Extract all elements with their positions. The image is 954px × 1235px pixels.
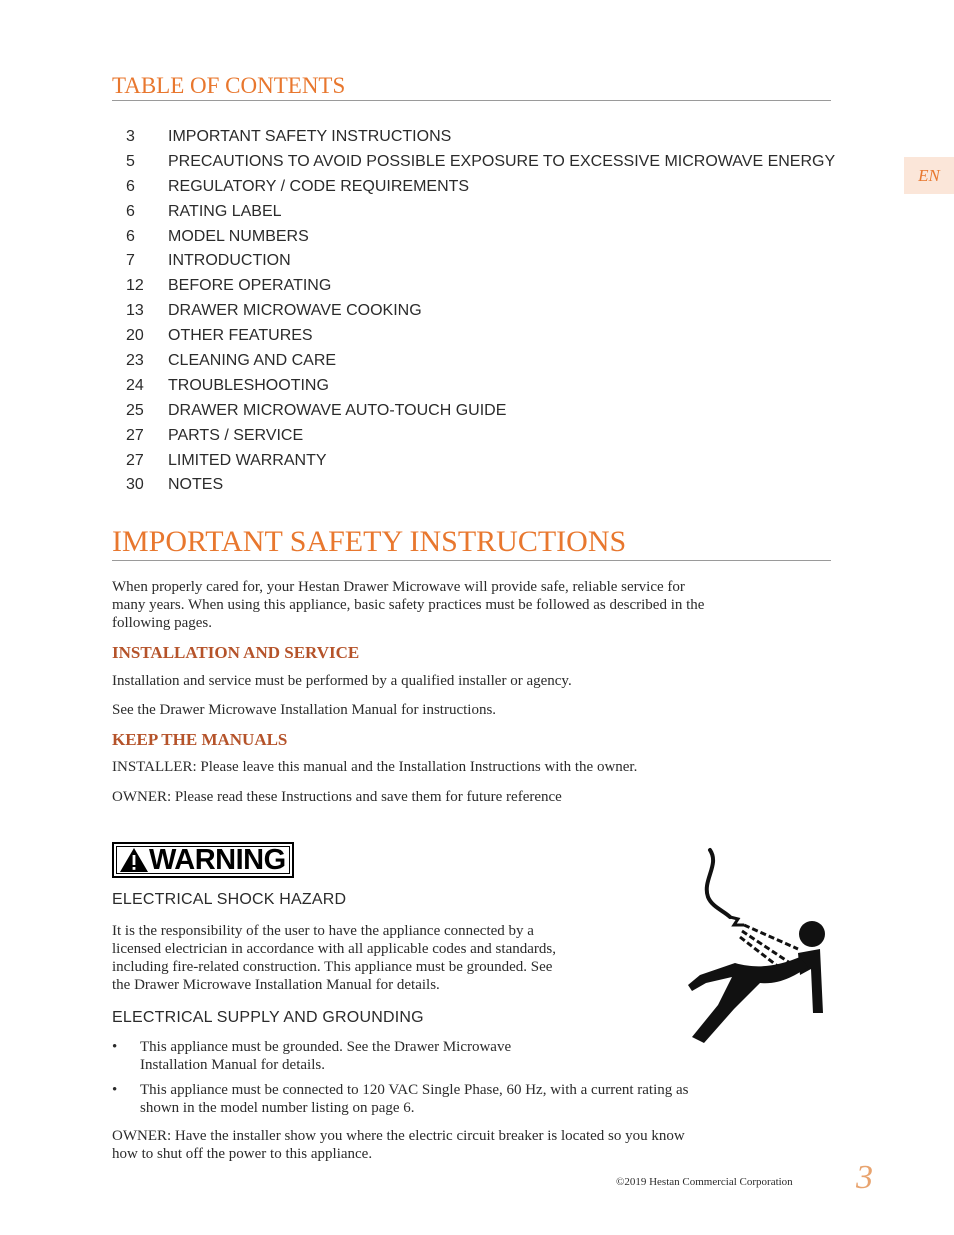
toc-item-title: REGULATORY / CODE REQUIREMENTS [168, 177, 470, 195]
toc-item[interactable] [126, 299, 846, 324]
toc-item-title: TROUBLESHOOTING [168, 376, 329, 394]
toc-item[interactable] [126, 324, 846, 349]
toc-item-title: LIMITED WARRANTY [168, 451, 327, 469]
intro-line-1: When properly cared for, your Hestan Drawer Microwave will provide safe, reliable service for [112, 579, 685, 595]
toc-item-title: BEFORE OPERATING [168, 277, 332, 295]
installation-text-2: See the Drawer Microwave Installation Manual for instructions. [112, 702, 497, 718]
shock-hazard-heading: ELECTRICAL SHOCK HAZARD [112, 891, 347, 908]
owner-text-2: how to shut off the power to this appliance. [112, 1146, 373, 1162]
manuals-heading: KEEP THE MANUALS [112, 730, 288, 749]
shock-text-4: the Drawer Microwave Installation Manual for details. [112, 977, 440, 993]
toc-page-number: 20 [126, 327, 144, 345]
safety-heading: IMPORTANT SAFETY INSTRUCTIONS [112, 524, 831, 561]
toc-item-title: INTRODUCTION [168, 252, 291, 270]
toc-page-number: 30 [126, 476, 144, 494]
toc-page-number: 3 [126, 128, 135, 145]
toc-page-number: 6 [126, 177, 135, 195]
toc-item-title: DRAWER MICROWAVE AUTO-TOUCH GUIDE [168, 401, 507, 419]
toc-list [126, 125, 846, 498]
toc-page-number: 7 [126, 252, 135, 270]
owner-text-1: OWNER: Have the installer show you where the electric circuit breaker is located so you know [112, 1128, 685, 1144]
toc-item[interactable] [126, 200, 846, 225]
toc-item-title: CLEANING AND CARE [168, 352, 337, 370]
bullet-2-line-1: This appliance must be connected to 120 VAC Single Phase, 60 Hz, with a current rating as [140, 1082, 689, 1098]
toc-item[interactable] [126, 349, 846, 374]
intro-line-2: many years. When using this appliance, basic safety practices must be followed as described in the [112, 597, 705, 613]
bullet-1-line-2: Installation Manual for details. [140, 1057, 325, 1073]
shock-text-2: licensed electrician in accordance with all applicable codes and standards, [112, 941, 556, 957]
toc-page-number: 12 [126, 277, 144, 295]
toc-item[interactable] [126, 424, 846, 449]
toc-item-title: OTHER FEATURES [168, 327, 313, 345]
toc-page-number: 24 [126, 376, 144, 394]
toc-item-title: MODEL NUMBERS [168, 227, 309, 245]
toc-page-number: 5 [126, 152, 135, 170]
footer-copyright: ©2019 Hestan Commercial Corporation [616, 1176, 793, 1188]
electrical-shock-person-icon [680, 845, 830, 1045]
toc-item-title: NOTES [168, 476, 224, 494]
toc-item-title: IMPORTANT SAFETY INSTRUCTIONS [168, 128, 452, 145]
toc-item[interactable] [126, 399, 846, 424]
toc-item[interactable] [126, 225, 846, 250]
toc-item-title: DRAWER MICROWAVE COOKING [168, 302, 422, 320]
toc-item-title: PARTS / SERVICE [168, 426, 304, 444]
toc-item-title: PRECAUTIONS TO AVOID POSSIBLE EXPOSURE TO EXCESSIVE MICROWAVE ENERGY [168, 152, 836, 170]
installation-text-1: Installation and service must be performed by a qualified installer or agency. [112, 673, 572, 689]
warning-triangle-icon [119, 847, 149, 873]
intro-line-3: following pages. [112, 615, 212, 631]
toc-page-number: 13 [126, 302, 144, 320]
toc-item[interactable] [126, 274, 846, 299]
toc-page-number: 6 [126, 202, 135, 220]
toc-item[interactable] [126, 175, 846, 200]
toc-heading: TABLE OF CONTENTS [112, 72, 831, 101]
manuals-text-1: INSTALLER: Please leave this manual and the Installation Instructions with the owner. [112, 759, 638, 775]
manuals-text-2: OWNER: Please read these Instructions and save them for future reference [112, 789, 562, 805]
installation-heading: INSTALLATION AND SERVICE [112, 643, 360, 662]
bullet-1-line-1: This appliance must be grounded. See the Drawer Microwave [140, 1039, 512, 1055]
supply-grounding-heading: ELECTRICAL SUPPLY AND GROUNDING [112, 1009, 424, 1026]
toc-page-number: 6 [126, 227, 135, 245]
toc-page-number: 27 [126, 426, 144, 444]
toc-page-number: 23 [126, 352, 144, 370]
shock-text-3: including fire-related construction. This appliance must be grounded. See [112, 959, 553, 975]
toc-item[interactable] [126, 249, 846, 274]
language-tab[interactable]: EN [904, 157, 954, 194]
warning-label [112, 842, 294, 878]
toc-item[interactable] [126, 125, 846, 150]
warning-word: WARNING [149, 844, 286, 876]
toc-item-title: RATING LABEL [168, 202, 282, 220]
toc-item[interactable] [126, 473, 846, 498]
toc-item[interactable] [126, 374, 846, 399]
toc-page-number: 25 [126, 401, 144, 419]
toc-page-number: 27 [126, 451, 144, 469]
bullet-2-line-2: shown in the model number listing on page 6. [140, 1100, 415, 1116]
page-number: 3 [856, 1159, 873, 1196]
toc-item[interactable] [126, 150, 846, 175]
shock-text-1: It is the responsibility of the user to have the appliance connected by a [112, 923, 534, 939]
toc-item[interactable] [126, 449, 846, 474]
